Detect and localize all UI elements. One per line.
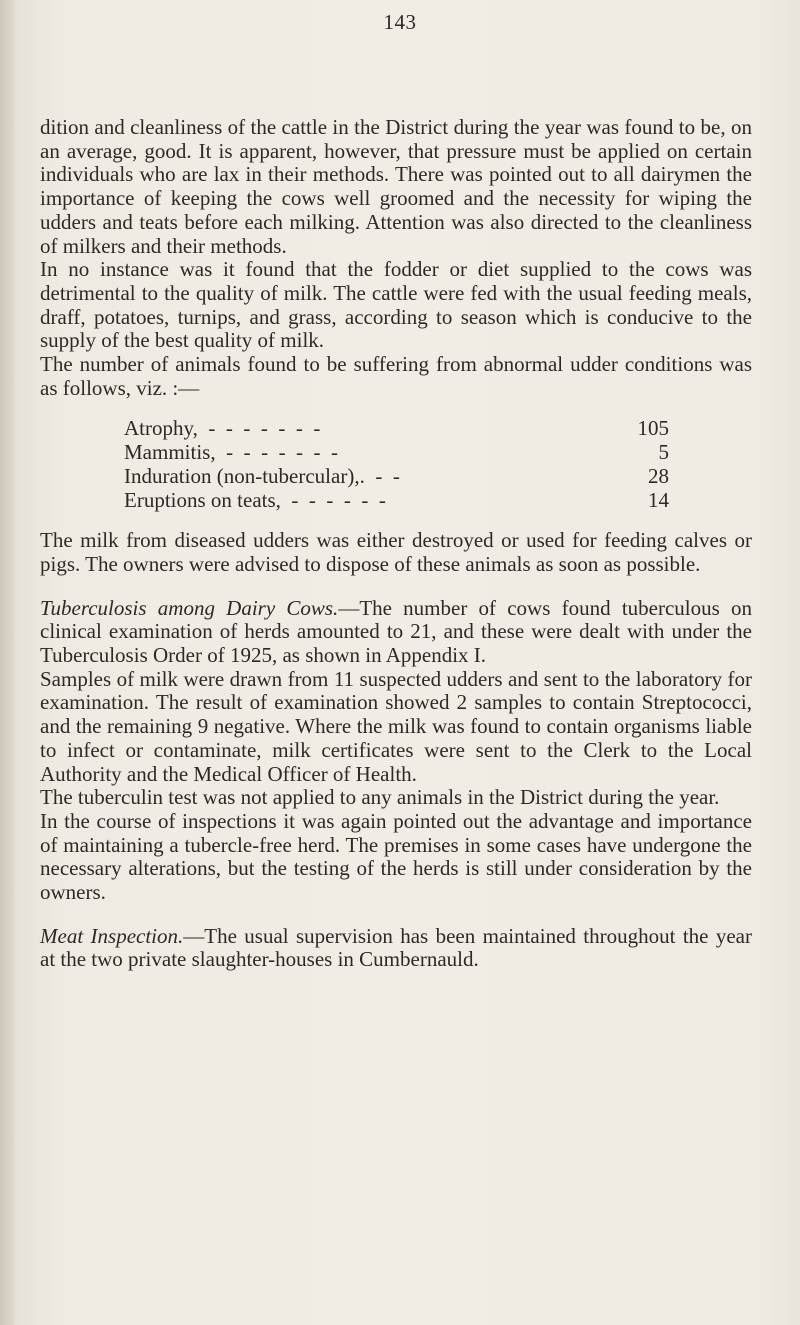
tuberculosis-heading: Tuberculosis among Dairy Cows.	[40, 595, 339, 620]
udder-condition-count: 105	[637, 416, 669, 441]
paragraph-diseased-milk: The milk from diseased udders was either destroyed or used for feeding calves or pigs. The owners were advised to dispose of these animals as soon as possible.	[40, 528, 752, 576]
section-gap	[40, 905, 752, 925]
paragraph-milk-samples: Samples of milk were drawn from 11 suspected udders and sent to the laboratory for examination. The result of examination showed 2 samples to contain Streptococci, and the remaining 9 negative. Where the milk was found to contain organisms liable to infect or contaminate, milk certificates were sent to the Clerk to the Local Authority and the Medical Officer of Health.	[40, 666, 752, 786]
page-spine-shadow	[0, 0, 14, 1325]
page-body	[40, 116, 752, 972]
paragraph-fodder-diet-text: In no instance was it found that the fodder or diet supplied to the cows was detrimental to the quality of milk. The cattle were fed with the usual feeding meals, draff, potatoes, turnips, and grass, according to season which is conducive to the supply of the best quality of milk.	[40, 257, 752, 353]
paragraph-udder-intro: The number of animals found to be suffering from abnormal udder conditions was as follows, viz. :—	[40, 352, 752, 400]
paragraph-tubercle-free-herd: In the course of inspections it was again pointed out the advantage and importance of maintaining a tubercle-free herd. The premises in some cases have undergone the necessary alterations, but the testing of the herds is still under consideration by the owners.	[40, 808, 752, 905]
udder-condition-row	[124, 489, 669, 513]
udder-condition-label: Induration (non-tubercular),. - -	[124, 463, 400, 488]
udder-condition-row	[124, 465, 669, 489]
section-gap	[40, 577, 752, 597]
udder-condition-label: Eruptions on teats, - - - - - -	[124, 487, 386, 512]
paragraph-cattle-cleanliness: dition and cleanliness of the cattle in the District during the year was found to be, on an average, good. It is apparent, however, that pressure must be applied on certain individuals who are lax in their methods. There was pointed out to all dairymen the importance of keeping the cows well groomed and the necessity for wiping the udders and teats before each milking. Attention was also directed to the cleanliness of milkers and their methods.	[40, 115, 752, 258]
udder-conditions-table	[124, 417, 669, 512]
paragraph-meat-inspection	[40, 925, 752, 972]
paragraph-tuberculosis-intro	[40, 597, 752, 668]
page-number: 143	[383, 10, 417, 34]
udder-condition-label: Mammitis, - - - - - - -	[124, 440, 339, 465]
paragraph-tuberculin-test: The tuberculin test was not applied to any animals in the District during the year.	[40, 785, 720, 810]
udder-condition-row	[124, 441, 669, 465]
meat-inspection-heading: Meat Inspection.	[40, 923, 184, 948]
udder-condition-row	[124, 417, 669, 441]
udder-condition-count: 5	[658, 440, 669, 465]
tuberculosis-intro-text: —The number of cows found tuberculous on clinical examination of herds amounted to 21, and these were dealt with under the Tuberculosis Order of 1925, as shown in Appendix I.	[40, 595, 753, 667]
meat-inspection-text: —The usual supervision has been maintained throughout the year at the two private slaughter-houses in Cumbernauld.	[40, 923, 752, 972]
paragraph-fodder-diet	[40, 258, 752, 353]
udder-condition-count: 28	[648, 463, 669, 488]
udder-condition-count: 14	[648, 487, 669, 512]
udder-condition-label: Atrophy, - - - - - - -	[124, 416, 321, 441]
